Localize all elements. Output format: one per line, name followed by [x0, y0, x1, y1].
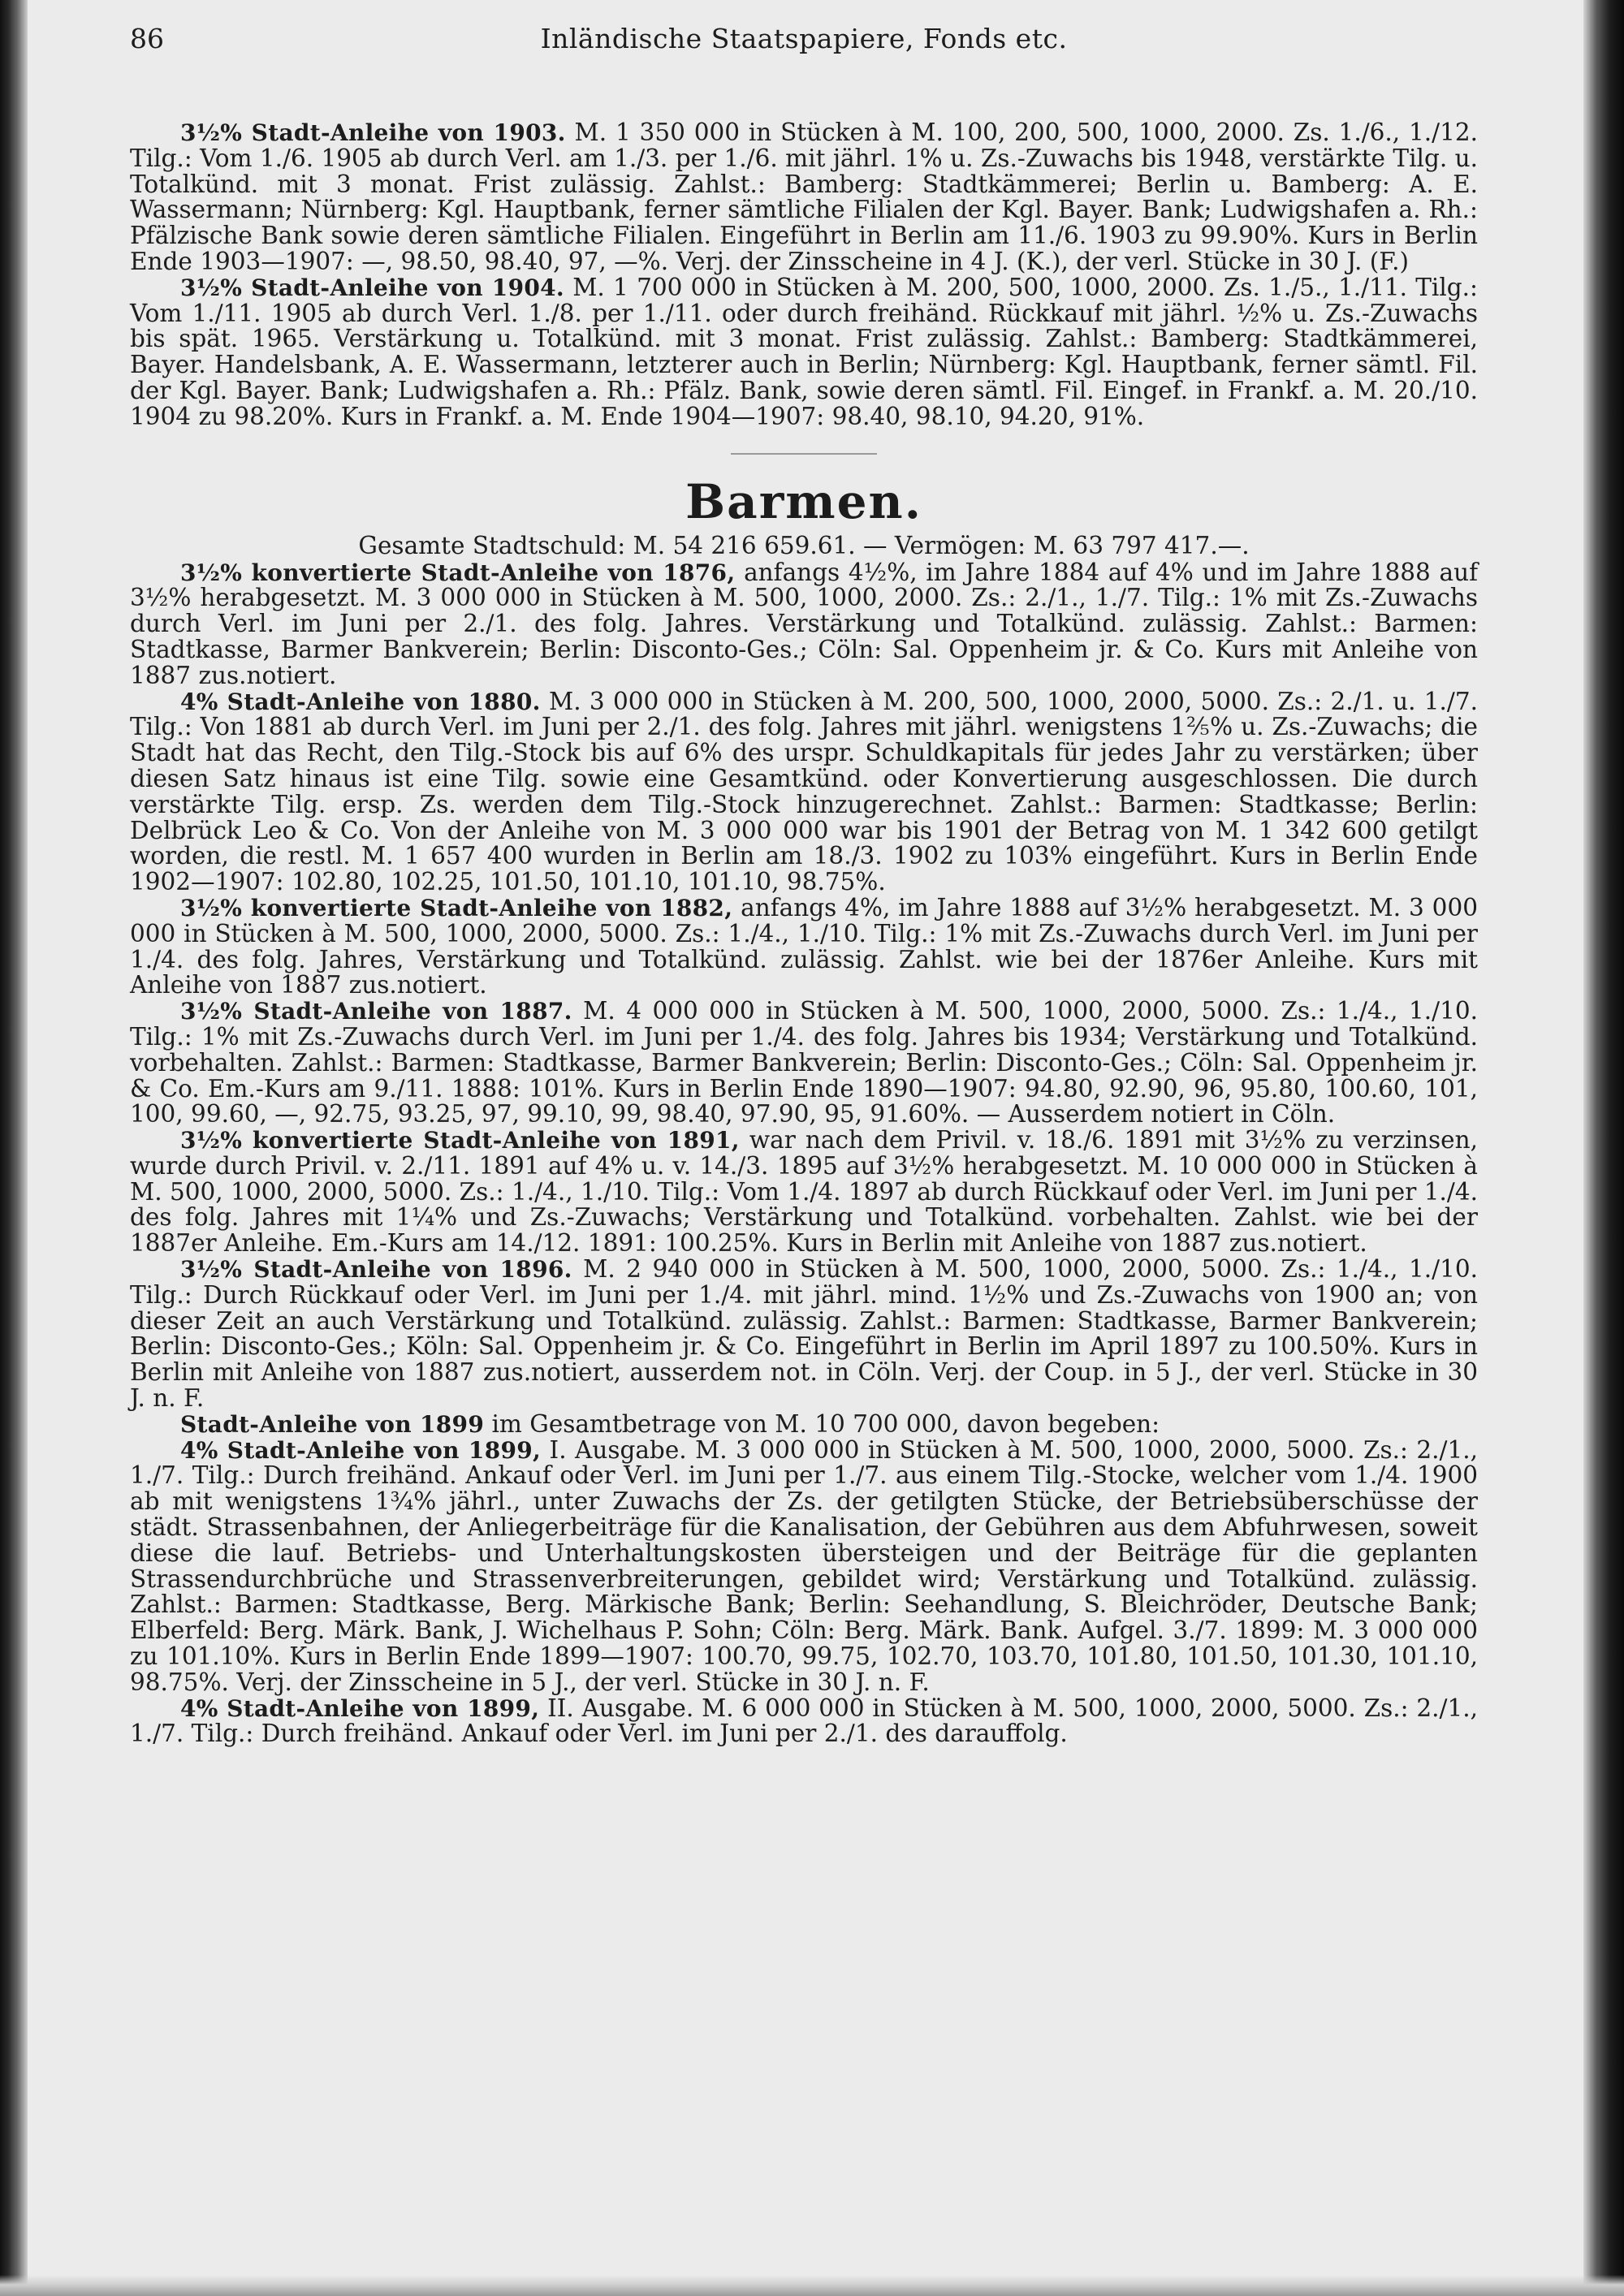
page-header — [130, 23, 1478, 65]
loan-heading: 3½% Stadt-Anleihe von 1904. — [180, 274, 564, 301]
barmen-loans — [130, 560, 1478, 1748]
loan-text: M. 2 940 000 in Stücken à M. 500, 1000, 2000, 5000. Zs.: 1./4., 1./10. Tilg.: Durch Rückkauf oder Verl. im Juni per 1./4. mit jährl. mind. 1½% und Zs.-Zuwachs von 1900 an; von dieser Zeit an auch Verstärkung und Totalkünd. zulässig. Zahlst.: Barmen: Stadtkasse, Barmer Bankverein; Berlin: Disconto-Ges.; Köln: Sal. Oppenheim jr. & Co. Eingeführt in Berlin im April 1897 zu 100.50%. Kurs in Berlin mit Anleihe von 1887 zus.notiert, ausserdem not. in Cöln. Verj. der Coup. in 5 J., der verl. Stücke in 30 J. n. F. — [130, 1255, 1478, 1413]
loan-heading: 4% Stadt-Anleihe von 1899, — [180, 1436, 542, 1464]
loan-text: II. Ausgabe. M. 6 000 000 in Stücken à M. 500, 1000, 2000, 5000. Zs.: 2./1., 1./7. Tilg.: Durch freihänd. Ankauf oder Verl. im Juni per 2./1. des darauffolg. — [130, 1694, 1478, 1748]
loan-heading: 3½% konvertierte Stadt-Anleihe von 1882, — [180, 894, 733, 921]
loan-text: M. 3 000 000 in Stücken à M. 200, 500, 1000, 2000, 5000. Zs.: 2./1. u. 1./7. Tilg.: Von 1881 ab durch Verl. im Juni per 2./1. des folg. Jahres mit jährl. wenigstens 1⅖% u. Zs.-Zuwachs; die Stadt hat das Recht, den Tilg.-Stock bis auf 6% des urspr. Schuldkapitals für jedes Jahr zu verstärken; über diesen Satz hinaus ist eine Tilg. sowie eine Gesamtkünd. oder Konvertierung ausgeschlossen. Die durch verstärkte Tilg. ersp. Zs. werden dem Tilg.-Stock hinzugerechnet. Zahlst.: Barmen: Stadtkasse; Berlin: Delbrück Leo & Co. Von der Anleihe von M. 3 000 000 war bis 1901 der Betrag von M. 1 342 600 getilgt worden, die restl. M. 1 657 400 wurden in Berlin am 18./3. 1902 zu 103% eingeführt. Kurs in Berlin Ende 1902—1907: 102.80, 102.25, 101.50, 101.10, 101.10, 98.75%. — [130, 687, 1478, 896]
loan-heading: 3½% konvertierte Stadt-Anleihe von 1891, — [180, 1127, 740, 1154]
loan-heading: 3½% Stadt-Anleihe von 1896. — [180, 1256, 572, 1284]
loan-entry — [130, 1696, 1478, 1748]
loan-text: war nach dem Privil. v. 18./6. 1891 mit 3½% zu verzinsen, wurde durch Privil. v. 2./11. 1891 auf 4% u. v. 14./3. 1895 auf 3½% herabgesetzt. M. 10 000 000 in Stücken à M. 500, 1000, 2000, 5000. Zs.: 1./4., 1./10. Tilg.: Vom 1./4. 1897 ab durch Rückkauf oder Verl. im Juni per 1./4. des folg. Jahres mit 1¼% und Zs.-Zuwachs; Verstärkung und Totalkünd. vorbehalten. Zahlst. wie bei der 1887er Anleihe. Em.-Kurs am 14./12. 1891: 100.25%. Kurs in Berlin mit Anleihe von 1887 zus.notiert. — [130, 1126, 1478, 1258]
loan-heading: Stadt-Anleihe von 1899 — [180, 1410, 485, 1438]
loan-text: anfangs 4½%, im Jahre 1884 auf 4% und im Jahre 1888 auf 3½% herabgesetzt. M. 3 000 000 in Stücken à M. 500, 1000, 2000. Zs.: 2./1., 1./7. Tilg.: 1% mit Zs.-Zuwachs durch Verl. im Juni per 2./1. des folg. Jahres. Verstärkung und Totalkünd. zulässig. Zahlst.: Barmen: Stadtkasse, Barmer Bankverein; Berlin: Disconto-Ges.; Cöln: Sal. Oppenheim jr. & Co. Kurs mit Anleihe von 1887 zus.notiert. — [130, 558, 1478, 689]
book-page — [130, 23, 1478, 1747]
loan-entry — [130, 1435, 1478, 1696]
scan-bottom-edge — [0, 2275, 1624, 2296]
loan-text: I. Ausgabe. M. 3 000 000 in Stücken à M. 500, 1000, 2000, 5000. Zs.: 2./1., 1./7. Tilg.: Durch freihänd. Ankauf oder Verl. im Juni per 1./7. aus einem Tilg.-Stocke, welcher vom 1./4. 1900 ab mit wenigstens 1¾% jährl., unter Zuwachs der Zs. der getilgten Stücke, der Betriebsüberschüsse der städt. Strassenbahnen, der Anliegerbeiträge für die Kanalisation, der Gebühren aus dem Abfuhrwesen, soweit diese die lauf. Betriebs- und Unterhaltungskosten übersteigen und der Beiträge für die geplanten Strassendurchbrüche und Strassenverbreiterungen, gebildet wird; Verstärkung und Totalkünd. zulässig. Zahlst.: Barmen: Stadtkasse, Berg. Märkische Bank; Berlin: Seehandlung, S. Bleichröder, Deutsche Bank; Elberfeld: Berg. Märk. Bank, J. Wichelhaus P. Sohn; Cöln: Berg. Märk. Bank. Aufgel. 3./7. 1899: M. 3 000 000 zu 101.10%. Kurs in Berlin Ende 1899—1907: 100.70, 99.75, 102.70, 103.70, 101.80, 101.50, 101.30, 101.10, 98.75%. Verj. der Zinsscheine in 5 J., der verl. Stücke in 30 J. n. F. — [130, 1435, 1478, 1696]
loan-heading: 4% Stadt-Anleihe von 1880. — [180, 688, 541, 715]
loan-heading: 3½% Stadt-Anleihe von 1887. — [180, 998, 572, 1025]
running-title: Inländische Staatspapiere, Fonds etc. — [540, 23, 1068, 54]
loan-text: im Gesamtbetrage von M. 10 700 000, davon begeben: — [484, 1409, 1160, 1438]
loan-heading: 4% Stadt-Anleihe von 1899, — [180, 1694, 540, 1722]
city-heading: Barmen. — [685, 473, 922, 529]
loan-entry — [130, 689, 1478, 896]
city-debt-summary: Gesamte Stadtschuld: M. 54 216 659.61. — Vermögen: M. 63 797 417.—. — [358, 531, 1250, 559]
loan-entry — [130, 560, 1478, 689]
loan-heading: 3½% konvertierte Stadt-Anleihe von 1876, — [180, 559, 736, 586]
loan-heading: 3½% Stadt-Anleihe von 1903. — [180, 119, 566, 146]
loan-entry — [130, 275, 1478, 430]
scan-right-edge — [1583, 0, 1624, 2296]
loan-text: anfangs 4%, im Jahre 1888 auf 3½% herabgesetzt. M. 3 000 000 in Stücken à M. 500, 1000, 2000, 5000. Zs.: 1./4., 1./10. Tilg.: 1% mit Zs.-Zuwachs durch Verl. im Juni per 1./4. des folg. Jahres, Verstärkung und Totalkünd. zulässig. Zahlst. wie bei der 1876er Anleihe. Kurs mit Anleihe von 1887 zus.notiert. — [130, 893, 1478, 999]
section-divider — [731, 453, 877, 455]
loan-text: M. 1 700 000 in Stücken à M. 200, 500, 1000, 2000. Zs. 1./5., 1./11. Tilg.: Vom 1./11. 1905 ab durch Verl. 1./8. per 1./11. oder durch freihänd. Rückkauf mit jährl. ½% u. Zs.-Zuwachs bis spät. 1965. Verstärkung u. Totalkünd. mit 3 monat. Frist zulässig. Zahlst.: Bamberg: Stadtkämmerei, Bayer. Handelsbank, A. E. Wassermann, letzterer auch in Berlin; Nürnberg: Kgl. Hauptbank, ferner sämtl. Fil. der Kgl. Bayer. Bank; Ludwigshafen a. Rh.: Pfälz. Bank, sowie deren sämtl. Fil. Eingef. in Frankf. a. M. 20./10. 1904 zu 98.20%. Kurs in Frankf. a. M. Ende 1904—1907: 98.40, 98.10, 94.20, 91%. — [130, 273, 1478, 430]
loan-entry — [130, 120, 1478, 275]
loan-text: M. 4 000 000 in Stücken à M. 500, 1000, 2000, 5000. Zs.: 1./4., 1./10. Tilg.: 1% mit Zs.-Zuwachs durch Verl. im Juni per 1./4. des folg. Jahres bis 1934; Verstärkung und Totalkünd. vorbehalten. Zahlst.: Barmen: Stadtkasse, Barmer Bankverein; Berlin: Disconto-Ges.; Cöln: Sal. Oppenheim jr. & Co. Em.-Kurs am 9./11. 1888: 101%. Kurs in Berlin Ende 1890—1907: 94.80, 92.90, 96, 95.80, 100.60, 101, 100, 99.60, —, 92.75, 93.25, 97, 99.10, 99, 98.40, 97.90, 95, 91.60%. — Ausserdem notiert in Cöln. — [130, 997, 1478, 1129]
loan-entry — [130, 1257, 1478, 1412]
loan-entry — [130, 999, 1478, 1128]
previous-city-loans — [130, 120, 1478, 430]
loan-text: M. 1 350 000 in Stücken à M. 100, 200, 500, 1000, 2000. Zs. 1./6., 1./12. Tilg.: Vom 1./6. 1905 ab durch Verl. am 1./3. per 1./6. mit jährl. 1% u. Zs.-Zuwachs bis 1948, verstärkte Tilg. u. Totalkünd. mit 3 monat. Frist zulässig. Zahlst.: Bamberg: Stadtkämmerei; Berlin u. Bamberg: A. E. Wassermann; Nürnberg: Kgl. Hauptbank, ferner sämtliche Filialen der Kgl. Bayer. Bank; Ludwigshafen a. Rh.: Pfälzische Bank sowie deren sämtliche Filialen. Eingeführt in Berlin am 11./6. 1903 zu 99.90%. Kurs in Berlin Ende 1903—1907: —, 98.50, 98.40, 97, —%. Verj. der Zinsscheine in 4 J. (K.), der verl. Stücke in 30 J. (F.) — [130, 119, 1478, 275]
loan-entry — [130, 893, 1478, 999]
scan-left-edge — [0, 0, 28, 2296]
page-number: 86 — [130, 23, 164, 54]
loan-entry — [130, 1409, 1478, 1438]
loan-entry — [130, 1128, 1478, 1257]
